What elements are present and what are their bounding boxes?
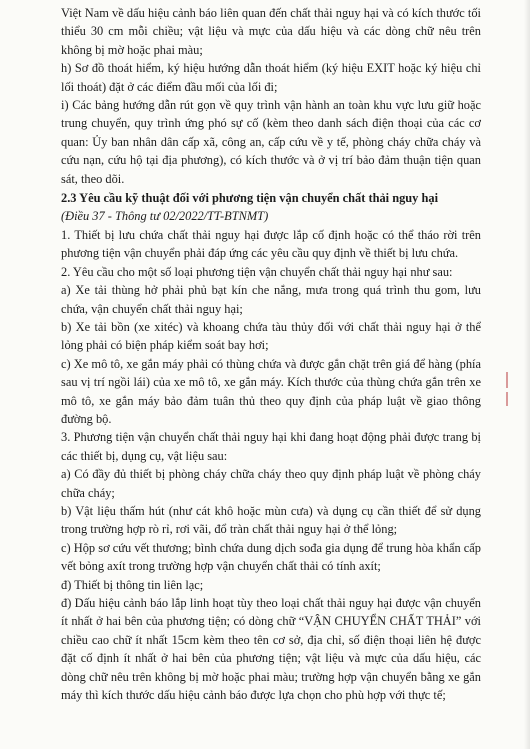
document-body <box>61 4 481 704</box>
section-heading: 2.3 Yêu cầu kỹ thuật đối với phương tiện vận chuyển chất thải nguy hại <box>61 191 439 206</box>
paragraph: b) Xe tải bồn (xe xitéc) và khoang chứa tàu thủy đối với chất thải nguy hại ở thể lỏng phải có biện pháp kiểm soát bay hơi; <box>61 319 481 353</box>
paragraph: c) Hộp sơ cứu vết thương; bình chứa dung dịch sođa gia dụng để trung hòa khẩn cấp vết bỏng axít trong trường hợp vận chuyển chất thải có tính axít; <box>61 540 481 574</box>
paragraph: a) Xe tải thùng hở phải phủ bạt kín che nắng, mưa trong quá trình thu gom, lưu chứa, vận chuyển chất thải nguy hại; <box>61 283 481 316</box>
margin-pen-mark <box>506 392 508 406</box>
paragraph: i) Các bảng hướng dẫn rút gọn về quy trình vận hành an toàn khu vực lưu giữ hoặc trung chuyển, quy trình ứng phó sự cố (kèm theo danh sách điện thoại của các cơ quan: Ủy ban nhân dân cấp xã, công an, cấp cứu về y tế, phòng cháy chữa cháy và cứu nạn, cứu hộ tại địa phương), có kích thước và ở vị trí bảo đảm thuận tiện quan sát, theo dõi. <box>61 98 481 186</box>
paragraph: b) Vật liệu thấm hút (như cát khô hoặc mùn cưa) và dụng cụ cần thiết để sử dụng trong trường hợp rò rỉ, rơi vãi, đổ tràn chất thải nguy hại ở thể lỏng; <box>61 503 481 537</box>
page-edge-shadow <box>524 0 530 749</box>
paragraph: đ) Dấu hiệu cảnh báo lắp linh hoạt tùy theo loại chất thải nguy hại được vận chuyển ít nhất ở hai bên của phương tiện; có dòng chữ “VẬN CHUYỂN CHẤT THẢI” với chiều cao chữ ít nhất 15cm kèm theo tên cơ sở, địa chỉ, số điện thoại liên hệ được đặt cố định ít nhất ở hai bên của phương tiện; vật liệu và mực của dấu hiệu, các dòng chữ nêu trên không bị mờ hoặc phai màu; trường hợp vận chuyển bằng xe gắn máy thì kích thước dấu hiệu cảnh báo được lựa chọn cho phù hợp với thực tế; <box>61 596 481 703</box>
paragraph: a) Có đầy đủ thiết bị phòng cháy chữa cháy theo quy định pháp luật về phòng cháy chữa cháy; <box>61 467 481 500</box>
paragraph: đ) Thiết bị thông tin liên lạc; <box>61 577 204 592</box>
paragraph: 1. Thiết bị lưu chứa chất thải nguy hại được lắp cố định hoặc có thể tháo rời trên phương tiện vận chuyển phải đáp ứng các yêu cầu quy định về thiết bị lưu chứa. <box>61 227 481 261</box>
paragraph: h) Sơ đồ thoát hiểm, ký hiệu hướng dẫn thoát hiểm (ký hiệu EXIT hoặc ký hiệu chỉ lối thoát) đặt ở các điểm đầu mối của lối đi; <box>61 61 481 94</box>
paragraph: 2. Yêu cầu cho một số loại phương tiện vận chuyển chất thải nguy hại như sau: <box>61 264 453 279</box>
paragraph: c) Xe mô tô, xe gắn máy phải có thùng chứa và được gắn chặt trên giá để hàng (phía sau vị trí ngồi lái) của xe mô tô, xe gắn máy. Kích thước của thùng chứa gắn trên xe mô tô, xe gắn máy bảo đảm tuân thủ theo quy định của pháp luật về giao thông đường bộ. <box>61 356 481 426</box>
paragraph: Việt Nam về dấu hiệu cảnh báo liên quan đến chất thải nguy hại và có kích thước tối thiểu 30 cm mỗi chiều; vật liệu và mực của dấu hiệu và các dòng chữ nêu trên không bị mờ hoặc phai màu; <box>61 6 481 57</box>
section-citation: (Điều 37 - Thông tư 02/2022/TT-BTNMT) <box>61 209 269 224</box>
margin-pen-mark <box>506 372 508 388</box>
paragraph: 3. Phương tiện vận chuyển chất thải nguy hại khi đang hoạt động phải được trang bị các thiết bị, dụng cụ, vật liệu sau: <box>61 430 481 463</box>
